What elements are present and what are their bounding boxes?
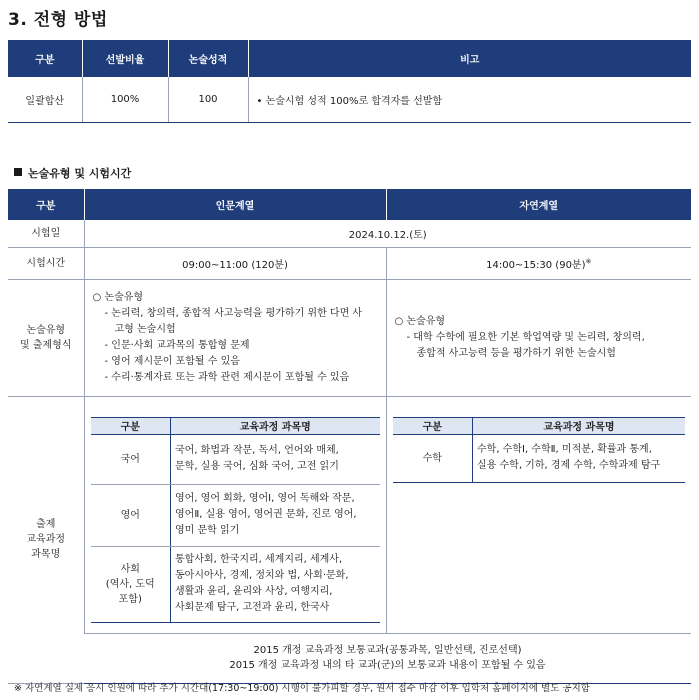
header-science: 자연계열 [386, 189, 691, 220]
header-score: 논술성적 [168, 40, 248, 77]
exam-type-humanities: ○ 논술유형 - 논리력, 창의력, 종합적 사고능력을 평가하기 위한 다면 사 고형 논술시험 - 인문·사회 교과목의 통합형 문제 - 영어 제시문이 포함될 수 있음 - 수리·통계자료 또는 과학 관련 제시문이 포함될 수 있음 [84, 279, 386, 396]
subjects-row [8, 396, 691, 633]
table-header-row [8, 189, 691, 220]
page-title: 3. 전형 방법 [8, 10, 108, 30]
cell-note: • 논술시험 성적 100%로 합격자를 선발함 [248, 77, 691, 122]
table-header-row [8, 40, 691, 77]
selection-method-table [8, 40, 691, 123]
cell-category: 일괄합산 [8, 77, 82, 122]
subjects-science [386, 396, 691, 633]
exam-time-label: 시험시간 [8, 247, 84, 279]
science-subjects-table [393, 417, 686, 483]
inner-header-row: 구분 교육과정 과목명 [393, 417, 686, 434]
subjects-humanities [84, 396, 386, 633]
header-note: 비고 [248, 40, 691, 77]
cell-ratio: 100% [82, 77, 168, 122]
inner-header-row: 구분 교육과정 과목명 [91, 417, 380, 434]
exam-time-humanities: 09:00~11:00 (120분) [84, 247, 386, 279]
header-category: 구분 [8, 40, 82, 77]
exam-date-value: 2024.10.12.(토) [84, 220, 691, 247]
table-row [8, 77, 691, 122]
table-row: 사회 (역사, 도덕 포함) 통합사회, 한국지리, 세계지리, 세계사, 동아시아사, 경제, 정치와 법, 사회·문화, 생활과 윤리, 윤리와 사상, 여행지리, 사회문제 탐구, 고전과 윤리, 한국사 [91, 546, 380, 622]
square-bullet-icon [14, 168, 22, 176]
common-notes: 2015 개정 교육과정 보통교과(공통과목, 일반선택, 진로선택) 2015 개정 교육과정 내의 타 교과(군)의 보통교과 내용이 포함될 수 있음 [84, 633, 691, 683]
exam-type-row [8, 279, 691, 396]
exam-date-label: 시험일 [8, 220, 84, 247]
table-row: 국어 국어, 화법과 작문, 독서, 언어와 매체, 문학, 실용 국어, 심화 국어, 고전 읽기 [91, 434, 380, 484]
exam-date-row [8, 220, 691, 247]
header-ratio: 선발비율 [82, 40, 168, 77]
header-humanities: 인문계열 [84, 189, 386, 220]
common-notes-row [8, 633, 691, 683]
subjects-label: 출제 교육과정 과목명 [8, 396, 84, 683]
exam-time-science: 14:00~15:30 (90분)※ [386, 247, 691, 279]
header-category: 구분 [8, 189, 84, 220]
section-heading: 논술유형 및 시험시간 [14, 165, 131, 181]
table-row: 영어 영어, 영어 회화, 영어Ⅰ, 영어 독해와 작문, 영어Ⅱ, 실용 영어, 영어권 문화, 진로 영어, 영미 문학 읽기 [91, 484, 380, 546]
exam-type-table [8, 189, 691, 684]
exam-time-row [8, 247, 691, 279]
humanities-subjects-table [91, 417, 380, 623]
exam-type-science: ○ 논술유형 - 대학 수학에 필요한 기본 학업역량 및 논리력, 창의력, 종합적 사고능력 등을 평가하기 위한 논술시험 [386, 279, 691, 396]
cell-score: 100 [168, 77, 248, 122]
table-row: 수학 수학, 수학Ⅰ, 수학Ⅱ, 미적분, 확률과 통계, 실용 수학, 기하, 경제 수학, 수학과제 탐구 [393, 434, 686, 482]
exam-type-label: 논술유형 및 출제형식 [8, 279, 84, 396]
footnote: ※ 자연계열 실제 응시 인원에 따라 추가 시간대(17:30~19:00) 시행이 불가피할 경우, 원서 접수 마감 이후 입학처 홈페이지에 별도 공지함 [14, 683, 590, 694]
